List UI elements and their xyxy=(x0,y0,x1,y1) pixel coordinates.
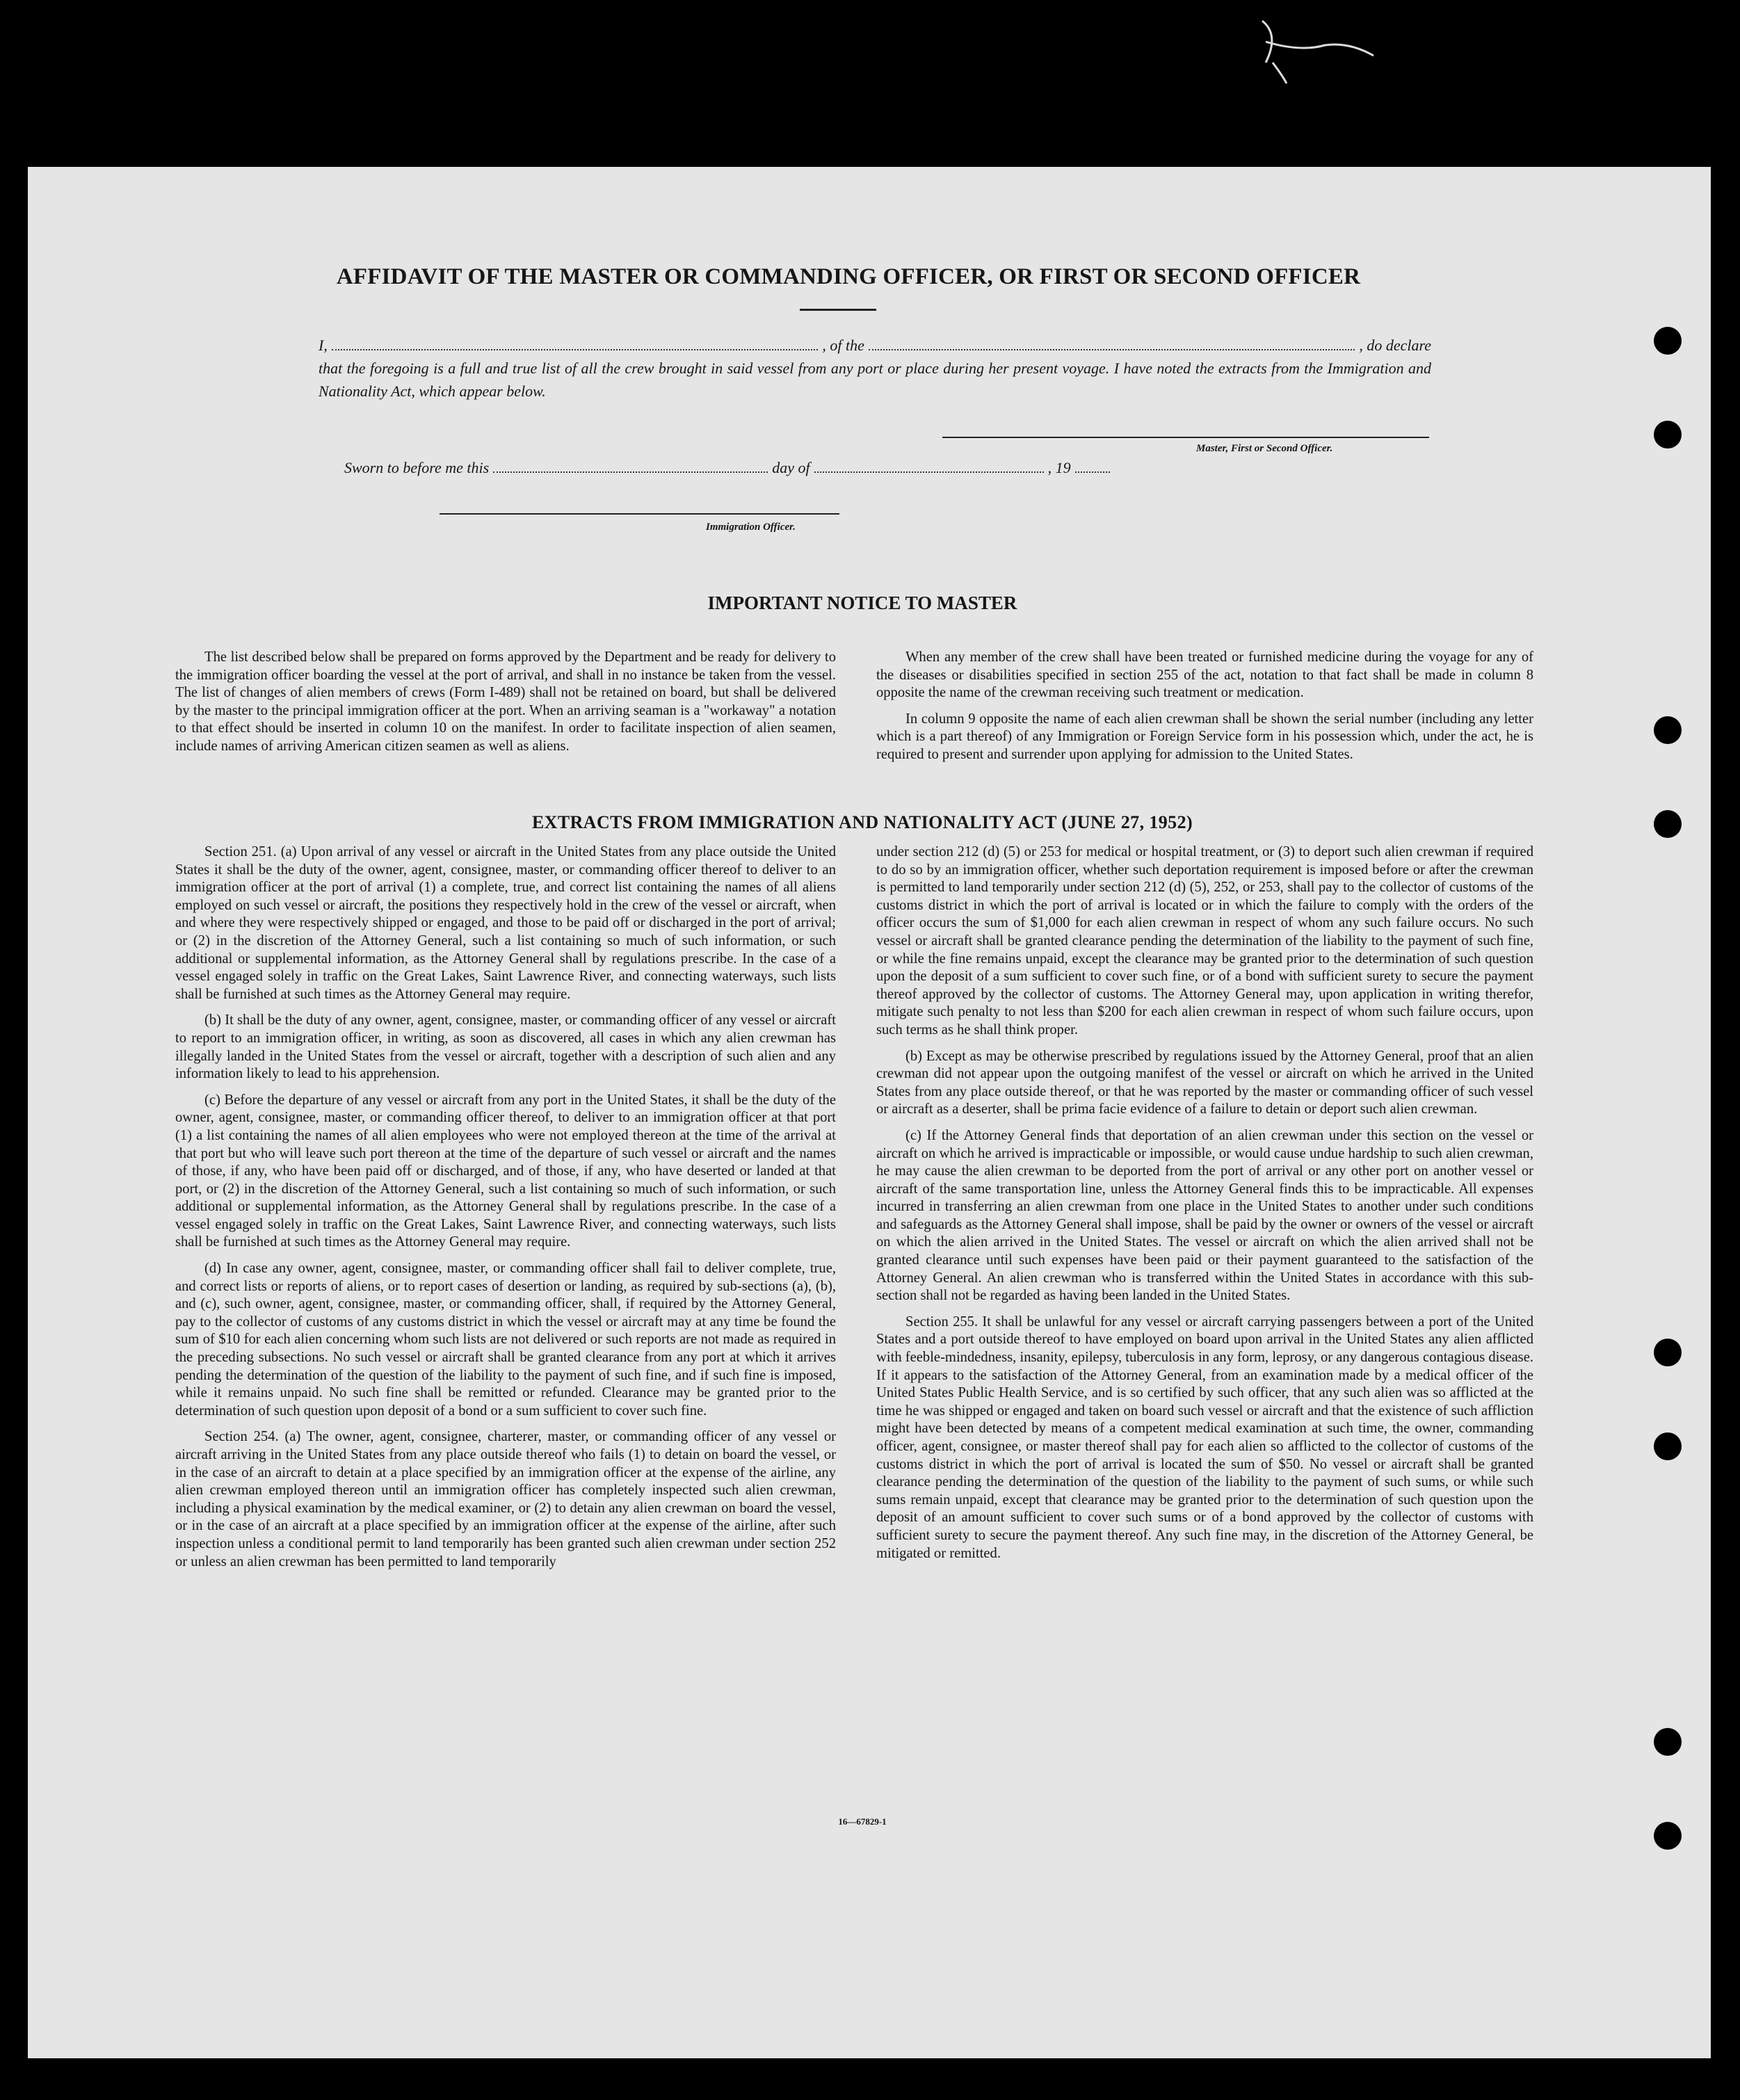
notice-paragraph: When any member of the crew shall have been treated or furnished medicine during the voyage for any of the diseases or disabilities specified in section 255 of the act, notation to that fact shall be made in column 8 opposite the name of the crewman receiving such treatment or medication. xyxy=(876,649,1533,701)
extract-paragraph: (b) It shall be the duty of any owner, agent, consignee, master, or commanding officer of any vessel or aircraft to report to an immigration officer, in writing, as soon as discovered, all cases in which any alien crewman has illegally landed in the United States from the vessel or aircraft, together with a description of such alien and any information likely to lead to his apprehension. xyxy=(175,1012,836,1082)
punch-hole xyxy=(1654,810,1682,838)
sworn-prefix: Sworn to before me this xyxy=(344,459,490,476)
notice-paragraph: In column 9 opposite the name of each alien crewman shall be shown the serial number (including any letter which is a part thereof) of any Immigration or Foreign Service form in his possession which, under the act, he is required to present and surrender upon applying for admission to the United States. xyxy=(876,711,1533,762)
vessel-name-field[interactable] xyxy=(869,337,1355,350)
notice-left-column xyxy=(175,649,836,764)
affidavit-form-page xyxy=(28,167,1711,2058)
punch-hole xyxy=(1654,1432,1682,1460)
sworn-year: , 19 xyxy=(1047,459,1071,476)
notice-title: IMPORTANT NOTICE TO MASTER xyxy=(707,592,1017,613)
title-underline xyxy=(800,309,876,311)
declaration-start: I, xyxy=(319,337,328,354)
punch-hole xyxy=(1654,327,1682,355)
master-signature-line[interactable] xyxy=(942,437,1429,438)
punch-hole xyxy=(1654,1728,1682,1756)
punch-hole xyxy=(1654,1339,1682,1366)
form-code: 16—67829-1 xyxy=(838,1816,887,1827)
sworn-year-field[interactable] xyxy=(1075,459,1110,473)
notice-right-column xyxy=(876,649,1533,773)
master-signature-caption: Master, First or Second Officer. xyxy=(1196,443,1333,454)
declaration-of-the: , of the xyxy=(822,337,864,354)
extract-paragraph: Section 251. (a) Upon arrival of any vessel or aircraft in the United States from any place outside the United States it shall be the duty of the owner, agent, consignee, master, or commanding officer thereof to deliver to an immigration officer at the port of arrival (1) a complete, true, and correct list containing the names of all aliens employed on such vessel or aircraft, the positions they respectively hold in the crew of the vessel or aircraft, when and where they were respectively shipped or engaged, and those to be paid off or discharged in the port of arrival; or (2) in the discretion of the Attorney General, such a list containing so much of such information, or such additional or supplemental information, as the Attorney General shall by regulations prescribe. In the case of a vessel engaged solely in traffic on the Great Lakes, Saint Lawrence River, and connecting waterways, such lists shall be furnished at such times as the Attorney General may require. xyxy=(175,844,836,1002)
extract-paragraph: Section 254. (a) The owner, agent, consignee, charterer, master, or commanding officer of any vessel or aircraft arriving in the United States from any place outside thereof who fails (1) to detain on board the vessel, or in the case of an aircraft to detain at a place specified by an immigration officer at the expense of the airline, any alien crewman employed thereon until an immigration officer has completely inspected such alien crewman, including a physical examination by the medical examiner, or (2) to detain any alien crewman on board the vessel, or in the case of an aircraft at a place specified by an immigration officer at the expense of the airline, after such inspection unless a conditional permit to land temporarily has been granted such alien crewman under section 252 or unless an alien crewman has been permitted to land temporarily xyxy=(175,1429,836,1569)
punch-hole xyxy=(1654,1822,1682,1850)
extract-paragraph: (b) Except as may be otherwise prescribed by regulations issued by the Attorney General, proof that an alien crewman did not appear upon the outgoing manifest of the vessel or aircraft on which he arrived in the United States from any place outside thereof, or that he was reported by the master or commanding officer of such vessel or aircraft as a deserter, shall be prima facie evidence of a failure to detain or deport such alien crewman. xyxy=(876,1048,1533,1117)
extract-paragraph: Section 255. It shall be unlawful for any vessel or aircraft carrying passengers between a port of the United States and a port outside thereof to have employed on board upon arrival in the United States any alien afflicted with feeble-mindedness, insanity, epilepsy, tuberculosis in any form, leprosy, or any dangerous contagious disease. If it appears to the satisfaction of the Attorney General, from an examination made by a medical officer of the United States Public Health Service, and is so certified by such officer, that any such alien was so afflicted at the time he was shipped or engaged and taken on board such vessel or aircraft and that the existence of such affliction might have been detected by means of a competent medical examination at such time, the owner, commanding officer, agent, consignee, or master thereof shall pay for each alien so afflicted to the collector of customs of the customs district in which the port of arrival is located the sum of $50. No vessel or aircraft shall be granted clearance pending the determination of the question of the liability to the payment of such sums, or while such sums remain unpaid, except that clearance may be granted prior to the determination of such question upon the deposit of an amount sufficient to cover such sums or of a bond approved by the collector of customs with sufficient surety to secure the payment thereof. Any such fine may, in the discretion of the Attorney General, be mitigated or remitted. xyxy=(876,1314,1533,1561)
sworn-line xyxy=(344,459,1179,477)
declaration-body: that the foregoing is a full and true list of all the crew brought in said vessel from any port or place during her present voyage. I have noted the extracts from the Immigration and Nationality Act, which appear below. xyxy=(319,360,1431,400)
extract-paragraph: (d) In case any owner, agent, consignee, master, or commanding officer shall fail to deliver complete, true, and correct lists or reports of aliens, or to report cases of desertion or landing, as required by sub-sections (a), (b), and (c), such owner, agent, consignee, master, or commanding officer, shall, if required by the Attorney General, pay to the collector of customs of any customs district in which the vessel or aircraft may at any time be found the sum of $10 for each alien concerning whom such lists are not delivered or such reports are not made as required in the preceding subsections. No such vessel or aircraft shall be granted clearance from any port at which it arrives pending the determination of the question of the liability to the payment of such fine, and if such fine is imposed, while it remains unpaid. No such fine shall be remitted or refunded. Clearance may be granted prior to the determination of such question upon deposit of a bond or a sum sufficient to cover such fine. xyxy=(175,1261,836,1419)
sworn-day-field[interactable] xyxy=(493,459,768,473)
extract-paragraph: under section 212 (d) (5) or 253 for medical or hospital treatment, or (3) to deport such alien crewman if required to do so by an immigration officer, whether such deportation requirement is imposed before or after the crewman is permitted to land temporarily under section 212 (d) (5), 252, or 253, shall pay to the collector of customs of the customs district in which the port of arrival is located or in which the failure to comply with the orders of the officer occurs the sum of $1,000 for each alien crewman in respect of whom any such failure occurs. No such vessel or aircraft shall be granted clearance pending the determination of the liability to the payment of such fine, or while the fine remains unpaid, except the clearance may be granted prior to the determination of such question upon the deposit of a sum sufficient to cover such fine, or of a bond with sufficient surety to secure the payment thereof approved by the collector of customs. The Attorney General may, upon application in writing therefor, mitigate such penalty to not less than $200 for each alien crewman in respect of whom such failure occurs, upon such terms as he shall think proper. xyxy=(876,844,1533,1037)
immigration-officer-signature-line[interactable] xyxy=(440,513,839,515)
punch-hole xyxy=(1654,421,1682,449)
declaration-block xyxy=(319,334,1431,403)
extracts-left-column xyxy=(175,843,836,1579)
declaration-first-line xyxy=(319,334,1431,357)
extract-paragraph: (c) Before the departure of any vessel or aircraft from any port in the United States, it shall be the duty of the owner, agent, consignee, master, or commanding officer thereof, to deliver to an immigration officer at that port (1) a list containing the names of all alien employees who were not employed thereon at the time of the arrival at that port but who will leave such port thereon at the time of the departure of such vessel or aircraft and the names of those, if any, who have been paid off or discharged, and of those, if any, who have deserted or landed at that port, or (2) in the discretion of the Attorney General, such a list containing so much of such information, or such additional or supplemental information, as the Attorney General shall by regulations prescribe. In the case of a vessel engaged solely in traffic on the Great Lakes, Saint Lawrence River, and connecting waterways, such lists shall be furnished at such times as the Attorney General may require. xyxy=(175,1092,836,1250)
affidavit-title: AFFIDAVIT OF THE MASTER OR COMMANDING OFFICER, OR FIRST OR SECOND OFFICER xyxy=(336,264,1361,289)
declaration-do-declare: , do declare xyxy=(1359,337,1432,354)
officer-name-field[interactable] xyxy=(332,337,819,350)
extract-paragraph: (c) If the Attorney General finds that deportation of an alien crewman under this section on the vessel or aircraft on which he arrived is impracticable or impossible, or would cause undue hardship to such alien crewman, he may cause the alien crewman to be deported from the port of arrival or any other port on another vessel or aircraft of the same transportation line, unless the Attorney General finds this to be impracticable. All expenses incurred in transferring an alien crewman from one place in the United States to another under such conditions and safeguards as the Attorney General shall impose, shall be paid by the owner or owners of the vessel or aircraft on which the alien arrived in the United States. The vessel or aircraft on which the alien arrived shall not be granted clearance until such expenses have been paid or their payment guaranteed to the satisfaction of the Attorney General. An alien crewman who is transferred within the United States in accordance with this sub-section shall not be regarded as having been landed in the United States. xyxy=(876,1127,1533,1304)
extracts-right-column xyxy=(876,843,1533,1571)
sworn-month-field[interactable] xyxy=(814,459,1044,473)
notice-paragraph: The list described below shall be prepared on forms approved by the Department and be ready for delivery to the immigration officer boarding the vessel at the port of arrival, and shall in no instance be taken from the vessel. The list of changes of alien members of crews (Form I-489) shall not be retained on board, but shall be delivered by the master to the principal immigration officer at the port. When an arriving seaman is a "workaway" a notation to that effect should be inserted in column 10 on the manifest. In order to facilitate inspection of alien seamen, include names of arriving American citizen seamen as well as aliens. xyxy=(175,649,836,754)
pencil-mark-graphic xyxy=(1259,14,1377,90)
extracts-title: EXTRACTS FROM IMMIGRATION AND NATIONALITY ACT (JUNE 27, 1952) xyxy=(531,812,1193,832)
sworn-day-of: day of xyxy=(772,459,810,476)
punch-hole xyxy=(1654,716,1682,744)
immigration-officer-caption: Immigration Officer. xyxy=(706,522,796,533)
